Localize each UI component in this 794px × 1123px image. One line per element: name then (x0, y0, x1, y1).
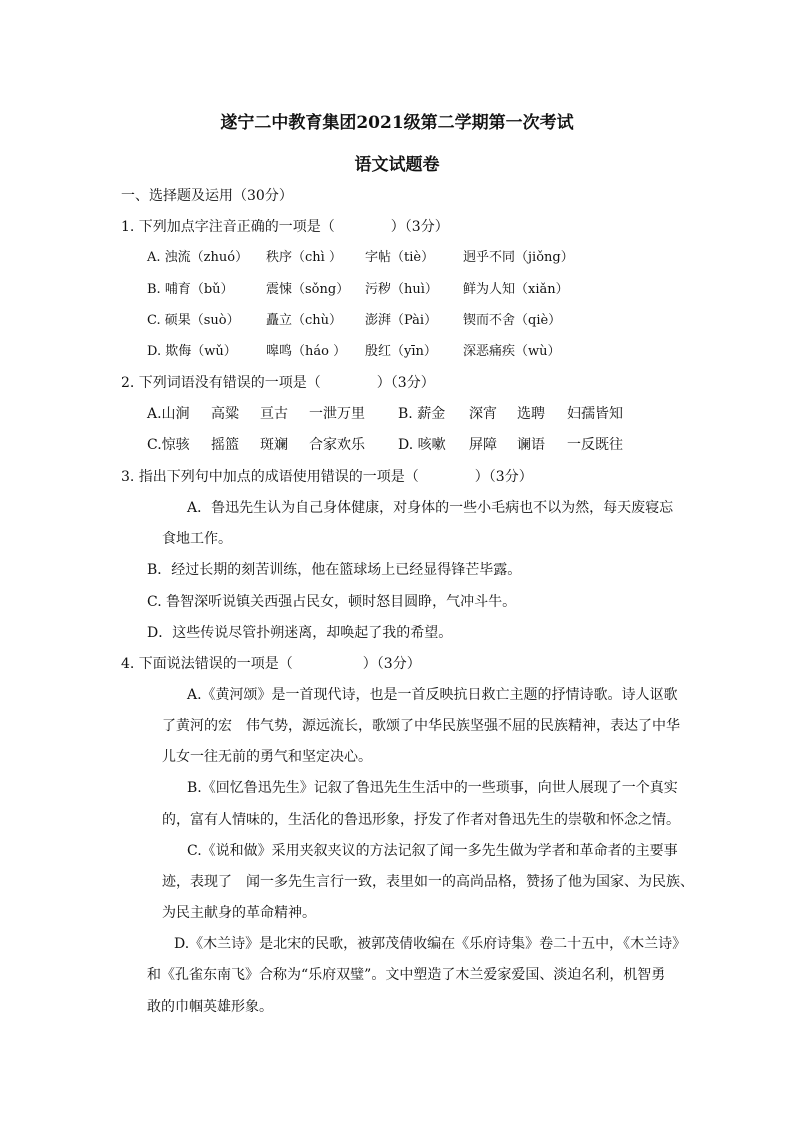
question-4-option-d-cont: 敢的巾帼英雄形象。 (147, 999, 273, 1015)
option-cell: 秩序（chì ） (266, 250, 342, 265)
option-cell: 亘古 (260, 406, 288, 422)
option-cell: B. 哺育（bǔ） (147, 282, 234, 297)
option-cell: 斑斓 (260, 437, 288, 453)
option-cell: 摇篮 (211, 437, 239, 453)
option-cell: C.惊骇 (147, 437, 190, 453)
option-cell: 高粱 (211, 406, 239, 422)
question-3-option-a: A．鲁迅先生认为自己身体健康，对身体的一些小毛病也不以为然，每天废寝忘 (187, 500, 674, 516)
question-4-option-a-cont: 了黄河的宏 伟气势，源远流长，歌颂了中华民族坚强不屈的民族精神，表达了中华 (162, 718, 680, 734)
option-cell: A.山涧 (147, 406, 190, 422)
option-cell: D. 欺侮（wǔ） (147, 344, 237, 359)
option-cell: A. 浊流（zhuó） (147, 250, 249, 265)
option-cell: D. 咳嗽 (398, 437, 446, 453)
option-cell: 迥乎不同（jiǒng） (463, 250, 574, 265)
question-4-option-b-cont: 的，富有人情味的，生活化的鲁迅形象，抒发了作者对鲁迅先生的崇敬和怀念之情。 (162, 812, 680, 828)
option-cell: 鲜为人知（xiǎn） (463, 282, 569, 297)
option-cell: 选聘 (517, 406, 545, 422)
option-cell: 字帖（tiè） (365, 250, 435, 265)
question-4-option-d-cont: 和《孔雀东南飞》合称为“乐府双璧”。文中塑造了木兰爱家爱国、淡迫名利，机智勇 (147, 967, 666, 983)
section-heading: 一、选择题及运用（30分） (121, 188, 293, 204)
option-cell: C. 硕果（suò） (147, 313, 240, 328)
question-4-stem: 4. 下面说法错误的一项是（ ）（3分） (121, 656, 421, 672)
option-cell: 一反既往 (567, 437, 623, 453)
question-3-option-a-cont: 食地工作。 (162, 531, 232, 547)
option-cell: 一泄万里 (309, 406, 365, 422)
question-4-option-c: C.《说和做》采用夹叙夹议的方法记叙了闻一多先生做为学者和革命者的主要事 (187, 843, 678, 859)
question-4-option-d: D.《木兰诗》是北宋的民歌，被郭茂倩收编在《乐府诗集》卷二十五中，《木兰诗》 (174, 936, 687, 952)
option-cell: 锲而不舍（qiè） (463, 313, 562, 328)
question-4-option-c-cont: 为民主献身的革命精神。 (162, 905, 316, 921)
question-4-option-b: B.《回忆鲁迅先生》记叙了鲁迅先生生活中的一些琐事，向世人展现了一个真实 (187, 780, 678, 796)
option-cell: 殷红（yīn） (365, 344, 437, 359)
question-4-option-a: A.《黄河颂》是一首现代诗，也是一首反映抗日救亡主题的抒情诗歌。诗人讴歌 (187, 687, 678, 703)
question-4-option-c-cont: 迹，表现了 闻一多先生言行一致，表里如一的高尚品格，赞扬了他为国家、为民族、 (162, 874, 694, 890)
option-cell: 屏障 (469, 437, 497, 453)
option-cell: 矗立（chù） (266, 313, 343, 328)
question-3-stem: 3. 指出下列句中加点的成语使用错误的一项是（ ）（3分） (121, 469, 533, 485)
question-3-option-b: B．经过长期的刻苦训练，他在篮球场上已经显得锋芒毕露。 (147, 562, 522, 578)
question-3-option-d: D．这些传说尽管扑朔迷离，却唤起了我的希望。 (147, 625, 453, 641)
exam-subtitle: 语文试题卷 (354, 155, 440, 175)
option-cell: 妇孺皆知 (567, 406, 623, 422)
option-cell: 污秽（huì） (365, 282, 438, 297)
option-cell: 震悚（sǒng） (266, 282, 350, 297)
question-1-stem: 1. 下列加点字注音正确的一项是（ ）（3分） (121, 219, 449, 235)
option-cell: 深恶痛疾（wù） (463, 344, 561, 359)
option-cell: 嗥鸣（háo ） (266, 344, 347, 359)
option-cell: B. 薪金 (398, 406, 446, 422)
exam-title: 遂宁二中教育集团2021级第二学期第一次考试 (220, 113, 574, 133)
question-4-option-a-cont: 儿女一往无前的勇气和坚定决心。 (162, 749, 372, 765)
option-cell: 合家欢乐 (309, 437, 365, 453)
option-cell: 谰语 (517, 437, 545, 453)
question-3-option-c: C. 鲁智深听说镇关西强占民女，顿时怒目圆睁，气冲斗牛。 (147, 594, 517, 610)
option-cell: 深宵 (469, 406, 497, 422)
question-2-stem: 2. 下列词语没有错误的一项是（ ）（3分） (121, 375, 435, 391)
option-cell: 澎湃（Pài） (365, 313, 438, 328)
